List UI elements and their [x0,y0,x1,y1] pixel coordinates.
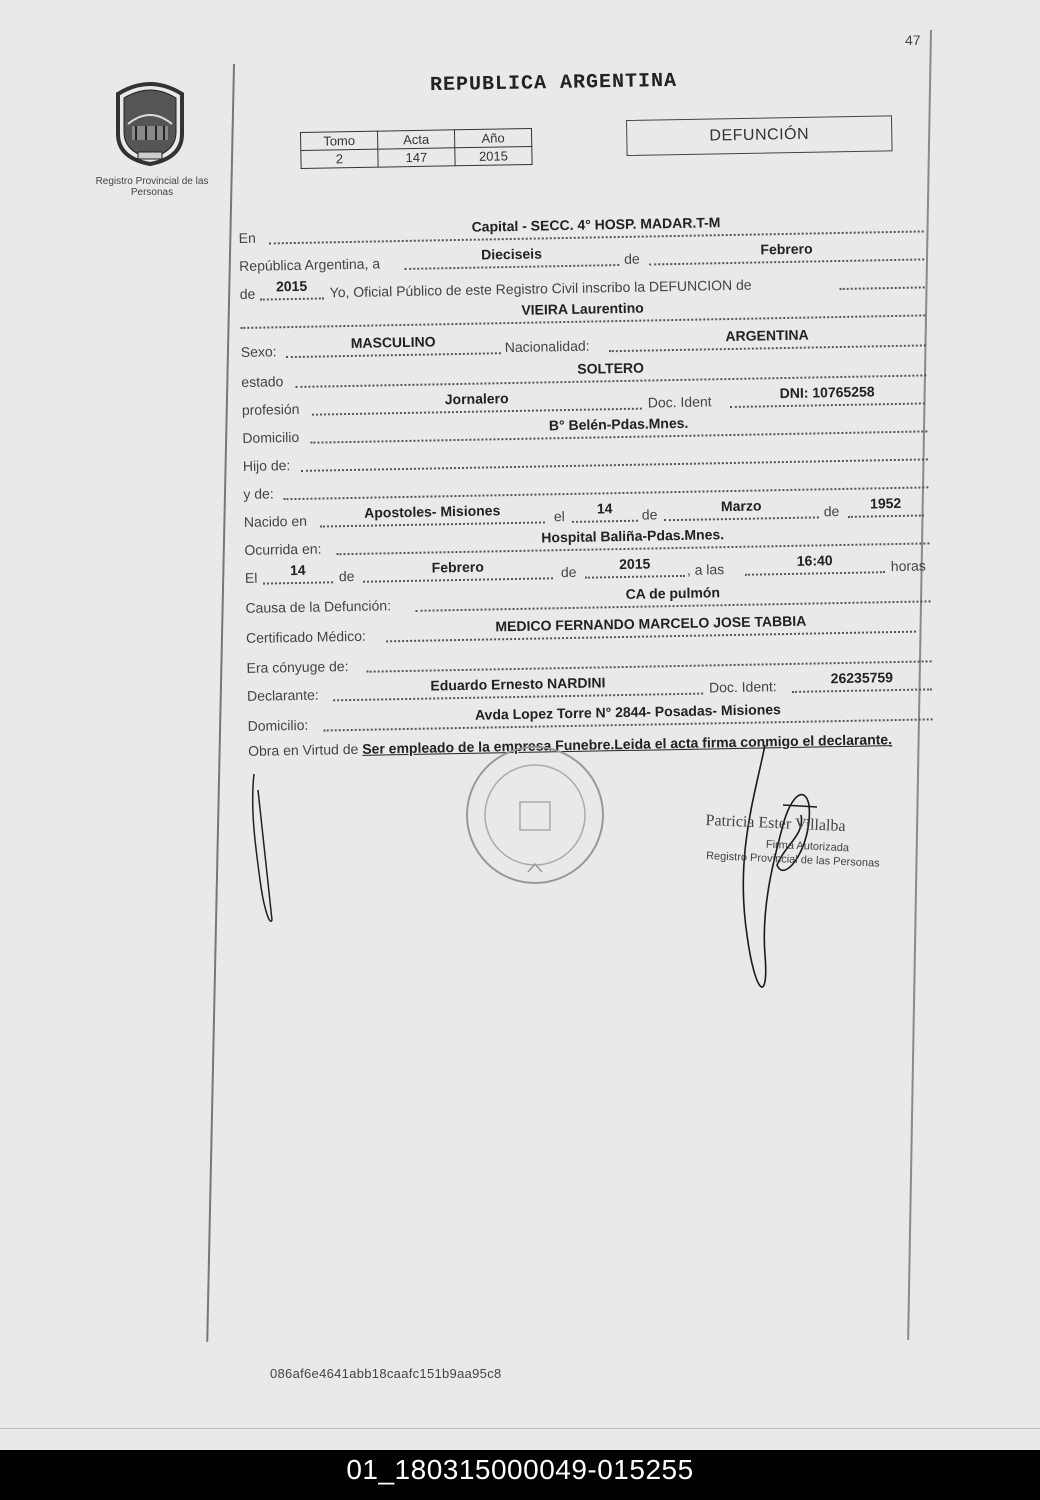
signer-name: Patricia Ester Villalba [705,812,846,836]
value-birth-year: 1952 [869,494,902,512]
field-decl-domicilio [323,700,932,731]
value-nacionalidad: ARGENTINA [725,326,809,345]
header-ano: Año [454,128,531,147]
label-nacido: Nacido en [243,512,308,530]
value-ano: 2015 [455,146,532,165]
bottom-divider [0,1428,1040,1429]
label-declarante: Declarante: [246,686,319,704]
label-horas: horas [890,557,926,575]
label-de-1: de [623,250,640,267]
label-yde: y de: [243,485,274,502]
record-number-table [300,128,533,169]
field-certificado [386,613,916,643]
value-birth-month: Marzo [720,497,762,515]
label-de-2: de [239,285,256,302]
label-profesion: profesión [241,400,300,418]
death-record-form [238,187,938,759]
value-tomo: 2 [301,149,378,168]
label-republica: República Argentina, a [239,255,381,274]
label-decl-doc: Doc. Ident: [708,678,777,696]
header-tomo: Tomo [301,131,378,150]
value-acta: 147 [378,148,455,167]
value-obra: Ser empleado de la empresa Funebre.Leida el acta firma conmigo el declarante. [362,731,893,757]
field-death-year [585,557,685,579]
value-year: 2015 [275,277,308,295]
value-death-year: 2015 [619,555,651,573]
value-death-time: 16:40 [796,552,833,569]
left-margin-line [206,64,235,1342]
field-sexo [286,334,501,358]
label-en: En [238,229,256,246]
value-declarante: Eduardo Ernesto NARDINI [430,674,606,694]
registry-label: Registro Provincial de las Personas [95,176,209,198]
label-death-el: El [244,569,258,586]
value-month: Febrero [760,240,813,258]
field-death-time [745,553,885,576]
value-decl-domicilio: Avda Lopez Torre N° 2844- Posadas- Misiones [474,701,782,723]
field-day [404,246,619,270]
label-domicilio: Domicilio [242,428,300,446]
value-yde [283,482,928,494]
field-birth-year [848,496,924,517]
field-death-day [263,563,333,584]
label-de-6: de [560,563,577,581]
value-birth-day: 14 [596,500,613,517]
label-conyuge: Era cónyuge de: [246,658,349,676]
value-sexo: MASCULINO [350,333,436,351]
value-estado: SOLTERO [577,359,645,377]
label-decl-domicilio: Domicilio: [247,716,309,734]
value-day: Dieciseis [481,245,543,263]
field-decl-doc [792,670,932,693]
field-year [259,279,323,300]
official-round-stamp [462,742,608,888]
field-nacionalidad [608,326,925,352]
declarant-signature [248,770,288,930]
document-hash: 086af6e4641abb18caafc151b9aa95c8 [270,1366,502,1381]
value-hijo [301,454,928,465]
field-month [649,240,924,265]
value-decl-doc: 26235759 [830,669,894,687]
header-acta: Acta [377,130,454,149]
file-code-bar [0,1450,1040,1500]
value-doc: DNI: 10765258 [779,383,875,402]
field-birth-month [664,498,819,521]
field-birth-day [572,502,638,523]
label-ocurrida: Ocurrida en: [244,540,322,558]
field-causa [415,582,930,611]
signer-block [704,812,882,870]
value-conyuge [367,656,932,666]
label-de-4: de [823,503,840,520]
label-nacionalidad: Nacionalidad: [504,337,590,356]
label-sexo: Sexo: [240,343,277,360]
label-alas: , a las [686,561,725,578]
field-domicilio [310,412,927,443]
value-ocurrida: Hospital Baliña-Pdas.Mnes. [541,526,725,546]
label-de-5: de [338,567,355,585]
page-number: 47 [905,32,921,48]
file-code: 01_180315000049-015255 [346,1454,694,1485]
document-title: REPUBLICA ARGENTINA [429,69,678,98]
label-certificado: Certificado Médico: [245,627,366,646]
value-en: Capital - SECC. 4° HOSP. MADAR.T-M [471,214,721,235]
official-signature [725,735,885,1015]
label-doc: Doc. Ident [647,393,712,411]
signer-org: Registro Provincial de las Personas [705,850,880,870]
value-deceased-name: VIEIRA Laurentino [521,299,644,318]
value-causa: CA de pulmón [625,584,721,602]
label-hijo: Hijo de: [242,457,291,474]
row-certificado [246,613,936,648]
field-nacido [320,503,545,527]
record-type-box: DEFUNCIÓN [626,115,893,156]
value-certificado: MEDICO FERNANDO MARCELO JOSE TABBIA [495,612,807,635]
label-estado: estado [241,373,284,390]
field-conyuge [366,642,931,672]
value-death-month: Febrero [431,558,484,576]
value-profesion: Jornalero [444,390,509,408]
label-obra: Obra en Virtud de [247,740,359,759]
field-blank-1 [839,268,924,290]
field-death-month [363,559,553,582]
field-declarante [333,675,703,702]
label-de-3: de [641,506,658,523]
value-death-day: 14 [289,561,306,579]
field-ocurrida [336,524,929,555]
label-el: el [553,508,565,525]
value-nacido: Apostoles- Misiones [364,502,501,521]
label-causa: Causa de la Defunción: [245,597,392,616]
field-doc [730,384,925,408]
signer-role: Firma Autorizada [765,838,850,855]
value-domicilio: B° Belén-Pdas.Mnes. [548,414,689,434]
field-profesion [312,390,642,416]
official-text: Yo, Oficial Público de este Registro Civil inscribo la DEFUNCION de [329,276,752,301]
provincial-seal-logo [110,76,190,166]
